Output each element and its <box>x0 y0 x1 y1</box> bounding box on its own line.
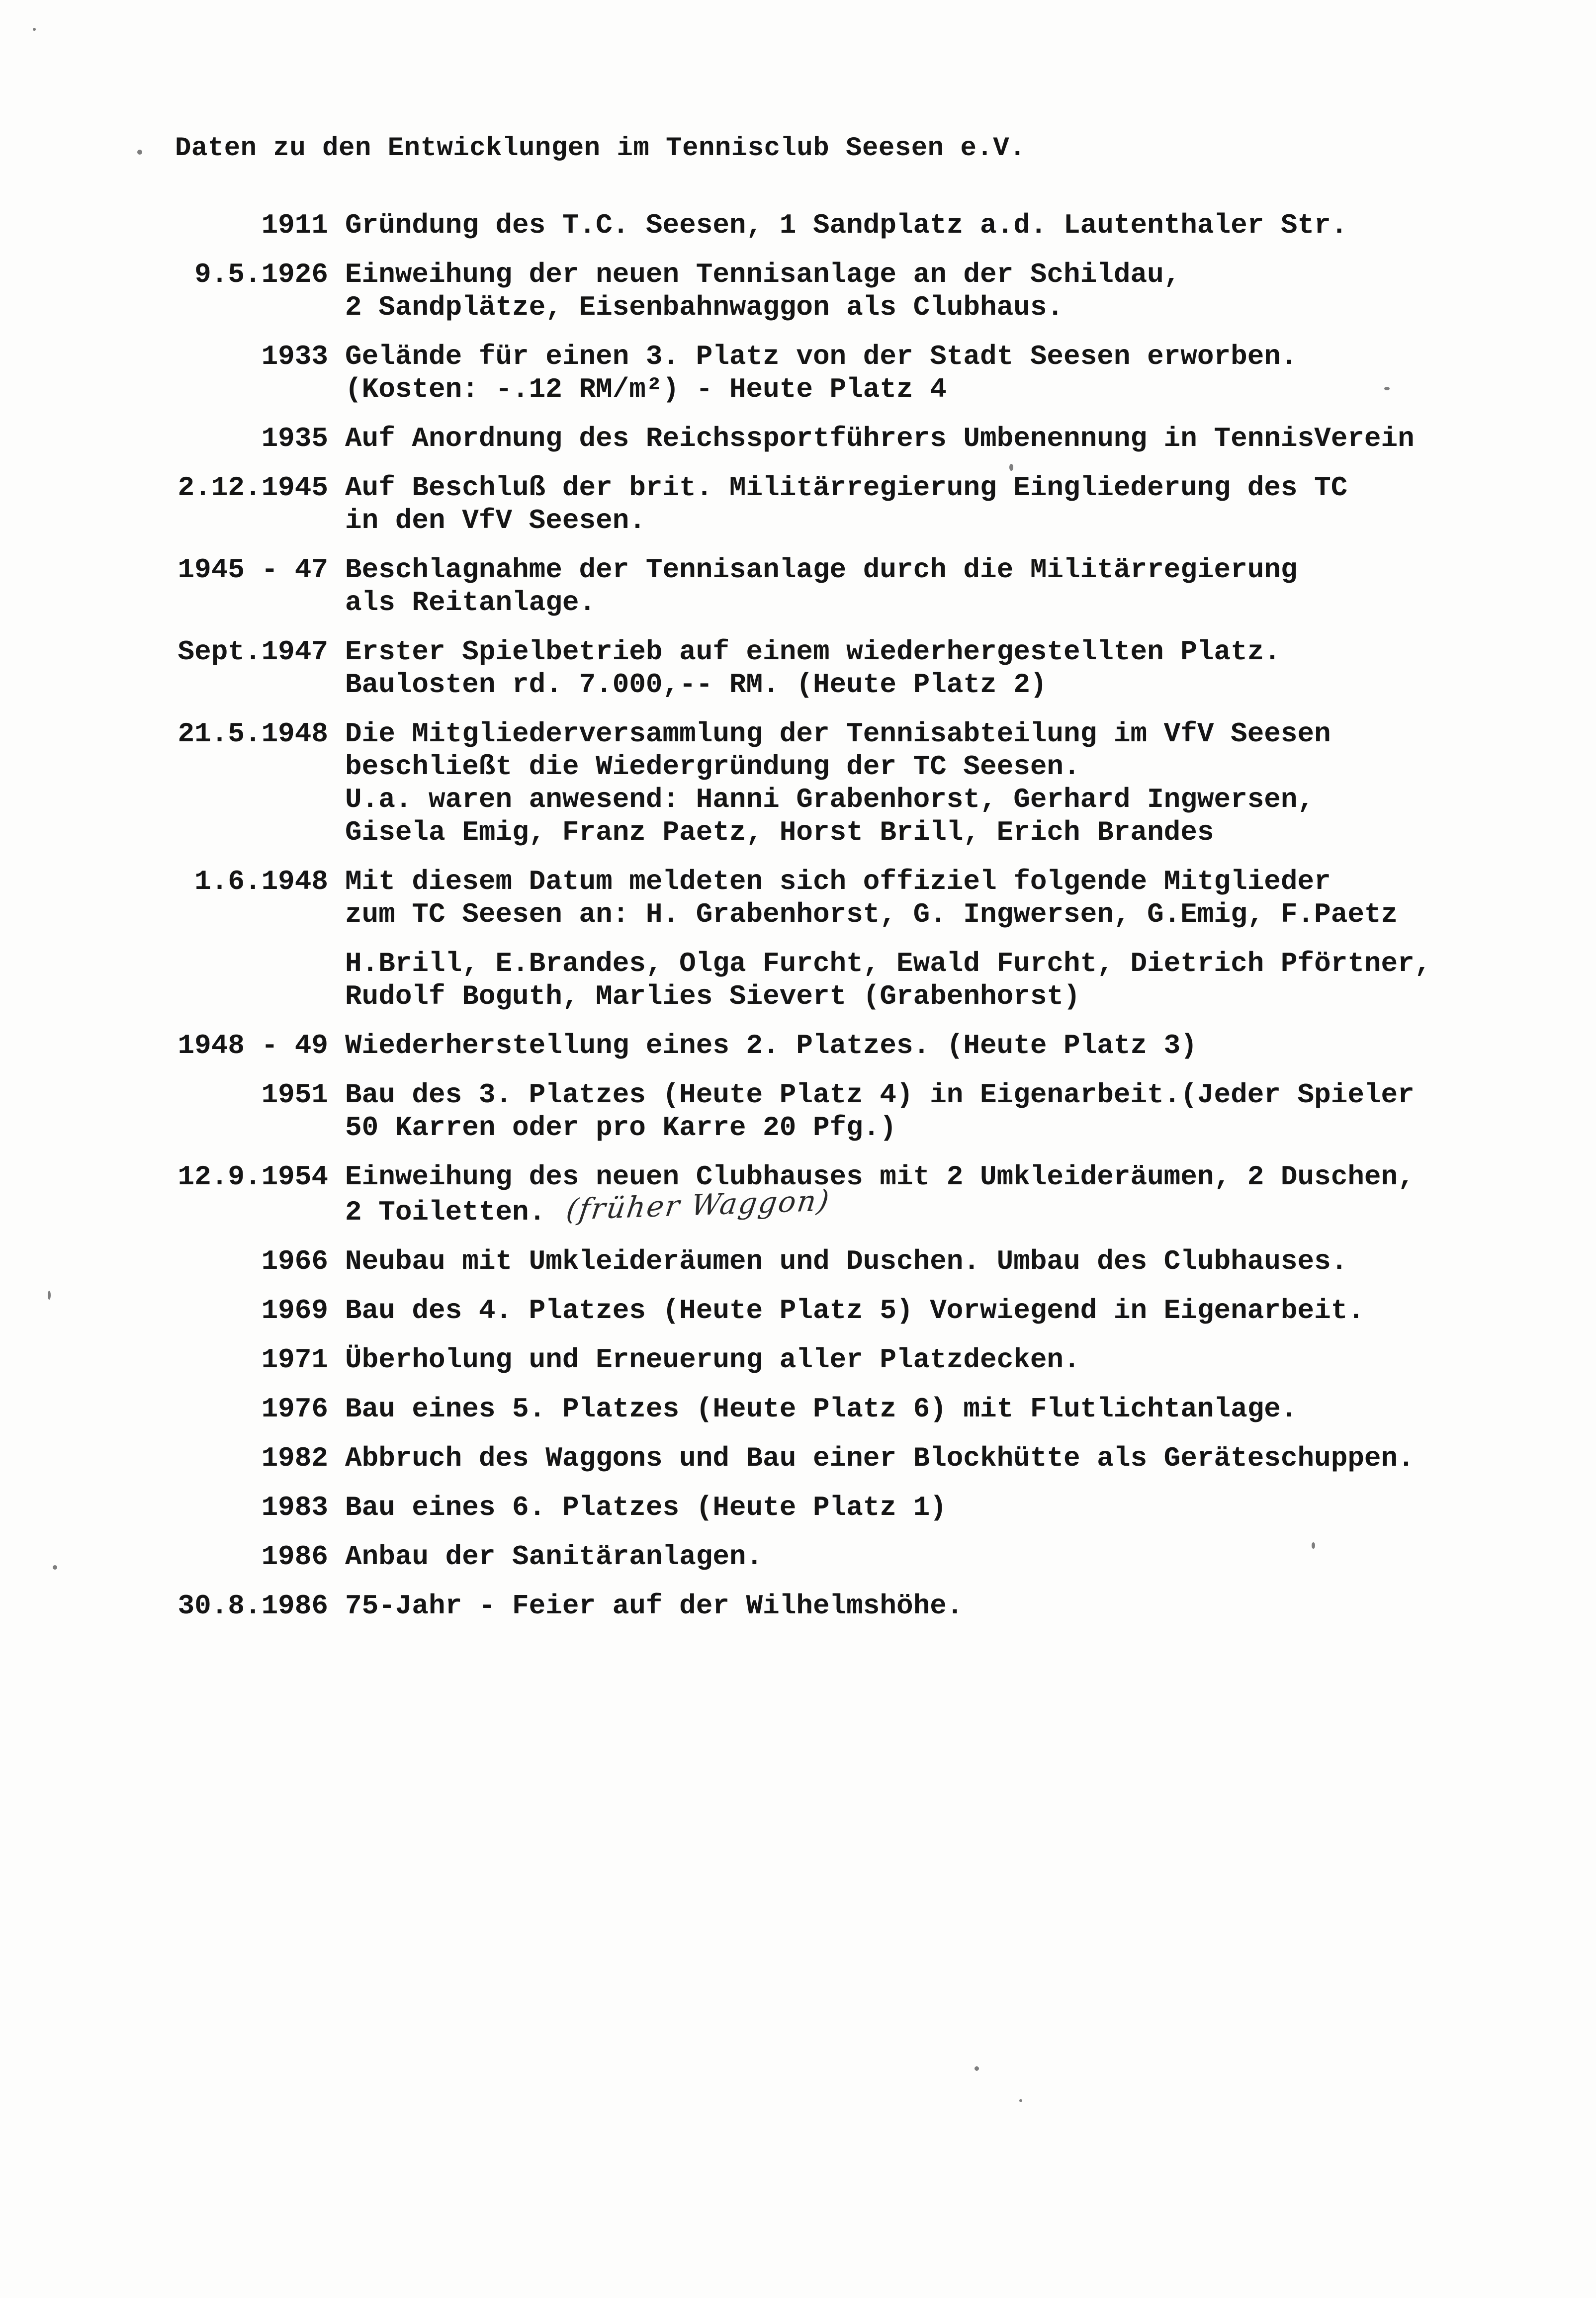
timeline-entry <box>47 717 1549 849</box>
entry-line: Erster Spielbetrieb auf einem wiederhergestellten Platz. <box>345 636 1281 668</box>
timeline-entry <box>47 1078 1549 1144</box>
timeline-entry <box>47 1343 1549 1376</box>
entry-date: 1976 <box>261 1393 328 1425</box>
entry-line: in den VfV Seesen. <box>345 505 646 536</box>
entry-line: Bau des 4. Platzes (Heute Platz 5) Vorwiegend in Eigenarbeit. <box>345 1295 1364 1326</box>
entry-date: 1935 <box>261 423 328 454</box>
entry-line: als Reitanlage. <box>345 587 596 619</box>
scan-speck <box>53 1565 57 1570</box>
entry-text <box>345 1442 1415 1475</box>
entry-line: Beschlagnahme der Tennisanlage durch die Militärregierung <box>345 554 1298 586</box>
timeline-entry <box>47 1393 1549 1425</box>
entry-line: Baulosten rd. 7.000,-- RM. (Heute Platz 2) <box>345 669 1047 701</box>
timeline-entry <box>47 553 1549 619</box>
entry-date: 1951 <box>261 1079 328 1111</box>
entry-text <box>345 258 1180 324</box>
entry-line: Überholung und Erneuerung aller Platzdecken. <box>345 1344 1080 1376</box>
entry-text <box>345 422 1415 455</box>
entry-line: Wiederherstellung eines 2. Platzes. (Heute Platz 3) <box>345 1030 1197 1061</box>
timeline <box>47 209 1549 1639</box>
entry-line: Auf Anordnung des Reichssportführers Umbenennung in TennisVerein <box>345 423 1415 454</box>
entry-line: 2 Toiletten. (früher Waggon) <box>345 1183 833 1228</box>
timeline-entry <box>47 1160 1549 1229</box>
entry-date: 1966 <box>261 1245 328 1277</box>
entry-text <box>345 471 1347 537</box>
entry-date: 1.6.1948 <box>194 866 328 897</box>
entry-date: Sept.1947 <box>177 636 328 668</box>
entry-line: (Kosten: -.12 RM/m²) - Heute Platz 4 <box>345 373 947 405</box>
scan-speck <box>1019 2099 1022 2102</box>
entry-text <box>345 635 1281 701</box>
entry-date: 1948 - 49 <box>177 1030 328 1061</box>
entry-line: 50 Karren oder pro Karre 20 Pfg.) <box>345 1112 896 1144</box>
entry-line: Einweihung der neuen Tennisanlage an der Schildau, <box>345 259 1181 290</box>
entry-text <box>345 340 1298 406</box>
entry-date: 21.5.1948 <box>177 718 328 750</box>
timeline-entry <box>47 1029 1549 1062</box>
entry-line: Rudolf Boguth, Marlies Sievert (Grabenhorst) <box>345 980 1080 1012</box>
timeline-entry <box>47 258 1549 324</box>
entry-date: 1911 <box>261 209 328 241</box>
entry-line: Bau eines 6. Platzes (Heute Platz 1) <box>345 1492 947 1523</box>
entry-line: Auf Beschluß der brit. Militärregierung Eingliederung des TC <box>345 472 1348 504</box>
entry-date: 9.5.1926 <box>194 259 328 290</box>
entry-text <box>345 553 1298 619</box>
entry-line: 75-Jahr - Feier auf der Wilhelmshöhe. <box>345 1590 964 1622</box>
timeline-entry <box>47 471 1549 537</box>
timeline-entry <box>47 209 1549 242</box>
entry-date: 1986 <box>261 1541 328 1573</box>
entry-text <box>345 1393 1298 1425</box>
entry-text <box>345 1078 1415 1144</box>
entry-text <box>345 1590 963 1622</box>
entry-text <box>345 1294 1364 1327</box>
entry-date: 1983 <box>261 1492 328 1523</box>
page-title: Daten zu den Entwicklungen im Tennisclub Seesen e.V. <box>175 133 1026 164</box>
scan-speck <box>1384 387 1390 390</box>
entry-text <box>345 947 1431 1013</box>
entry-line: Die Mitgliederversammlung der Tennisabteilung im VfV Seesen <box>345 718 1331 750</box>
entry-date: 1982 <box>261 1442 328 1474</box>
timeline-entry <box>47 865 1549 931</box>
entry-text <box>345 1343 1080 1376</box>
entry-date: 1971 <box>261 1344 328 1376</box>
entry-date: 1945 - 47 <box>177 554 328 586</box>
entry-line: Einweihung des neuen Clubhauses mit 2 Umkleideräumen, 2 Duschen, <box>345 1161 1415 1193</box>
entry-text <box>345 1029 1197 1062</box>
entry-line: Bau eines 5. Platzes (Heute Platz 6) mit Flutlichtanlage. <box>345 1393 1298 1425</box>
scan-speck <box>975 2066 979 2071</box>
scan-speck <box>1009 464 1013 471</box>
scan-speck <box>137 150 142 155</box>
entry-line: U.a. waren anwesend: Hanni Grabenhorst, Gerhard Ingwersen, <box>345 784 1315 815</box>
timeline-entry <box>47 947 1549 1013</box>
timeline-entry <box>47 340 1549 406</box>
entry-text <box>345 1160 1415 1229</box>
entry-date: 30.8.1986 <box>177 1590 328 1622</box>
entry-text <box>345 717 1331 849</box>
timeline-entry <box>47 1442 1549 1475</box>
scan-speck <box>1312 1542 1315 1549</box>
entry-line: Abbruch des Waggons und Bau einer Blockhütte als Geräteschuppen. <box>345 1442 1415 1474</box>
entry-line: Gelände für einen 3. Platz von der Stadt Seesen erworben. <box>345 341 1298 372</box>
scan-speck <box>48 1291 51 1300</box>
entry-text <box>345 1245 1347 1278</box>
timeline-entry <box>47 635 1549 701</box>
timeline-entry <box>47 1294 1549 1327</box>
entry-date: 2.12.1945 <box>177 472 328 504</box>
entry-line: Gründung des T.C. Seesen, 1 Sandplatz a.d. Lautenthaler Str. <box>345 209 1348 241</box>
entry-text <box>345 1491 947 1524</box>
timeline-entry <box>47 1491 1549 1524</box>
entry-line: zum TC Seesen an: H. Grabenhorst, G. Ingwersen, G.Emig, F.Paetz <box>345 898 1398 930</box>
entry-line: H.Brill, E.Brandes, Olga Furcht, Ewald Furcht, Dietrich Pförtner, <box>345 948 1431 979</box>
entry-date: 1933 <box>261 341 328 372</box>
entry-line: Neubau mit Umkleideräumen und Duschen. Umbau des Clubhauses. <box>345 1245 1348 1277</box>
timeline-entry <box>47 422 1549 455</box>
timeline-entry <box>47 1540 1549 1573</box>
entry-line: Mit diesem Datum meldeten sich offiziel folgende Mitglieder <box>345 866 1331 897</box>
handwritten-note: (früher Waggon) <box>564 1183 833 1227</box>
entry-date: 12.9.1954 <box>177 1161 328 1193</box>
entry-text <box>345 209 1347 242</box>
entry-date: 1969 <box>261 1295 328 1326</box>
entry-line: Anbau der Sanitäranlagen. <box>345 1541 763 1573</box>
entry-text <box>345 1540 763 1573</box>
entry-line: Gisela Emig, Franz Paetz, Horst Brill, Erich Brandes <box>345 816 1214 848</box>
entry-line: beschließt die Wiedergründung der TC Seesen. <box>345 751 1080 783</box>
scan-speck <box>33 28 36 31</box>
timeline-entry <box>47 1590 1549 1622</box>
entry-line: 2 Sandplätze, Eisenbahnwaggon als Clubhaus. <box>345 291 1064 323</box>
entry-text <box>345 865 1398 931</box>
timeline-entry <box>47 1245 1549 1278</box>
entry-line: Bau des 3. Platzes (Heute Platz 4) in Eigenarbeit.(Jeder Spieler <box>345 1079 1415 1111</box>
